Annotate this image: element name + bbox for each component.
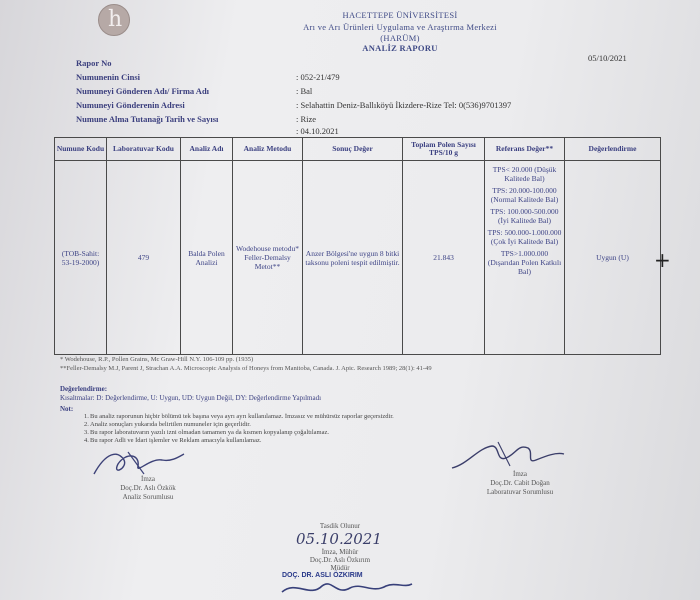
right-signature-label: İmza [513,470,527,478]
approval-sign-label: İmza, Mühür [321,548,359,556]
abbreviations-line: Kısaltmalar: D: Değerlendirme, U: Uygun, UD: Uygun Değil, DY: Değerlendirme Yapılmadı [60,394,322,402]
notes-title: Not: [60,405,74,413]
center-abbr: (HARÜM) [380,33,420,43]
column-header: Laboratuvar Kodu [107,138,181,161]
left-signature-label: İmza [141,475,155,483]
footnote: * Wodehouse, R.P., Pollen Grains, Mc Graw-Hill N.Y. 106-109 pp. (1935) [60,356,254,363]
plus-mark-icon: + [654,248,671,272]
field-value: : Rize [296,114,317,124]
reference-item: TPS< 20.000 (Düşük Kalitede Bal) [492,165,557,183]
results-table [54,137,661,355]
field-value: : 04.10.2021 [296,126,339,136]
column-header: Toplam Polen Sayısı TPS/10 g [403,138,485,161]
analysis-name: Balda Polen Analizi [181,161,233,355]
note-number: 2. [84,421,89,428]
reference-item: TPS: 20.000-100.000 (Normal Kalitede Bal) [490,186,559,204]
reference-item: TPS>1.000.000 (Dışarıdan Polen Katkılı Bal) [487,249,562,276]
right-signer-name: Doç.Dr. Cabit Doğan [490,479,550,487]
field-label: Numuneyi Gönderen Adı/ Firma Adı [76,86,210,96]
approval-label: Tasdik Olunur [319,522,361,530]
director-stamp: DOÇ. DR. ASLI ÖZKIRIM [282,572,363,579]
note-number: 1. [84,413,89,420]
report-date: 05/10/2021 [588,53,627,63]
director-role: Müdür [330,564,350,572]
table-header-row [55,138,661,161]
sample-code: (TOB-Sahit: 53-19-2000) [55,161,107,355]
field-value: : Bal [296,86,313,96]
result-value: Anzer Bölgesi'ne uygun 8 bitki taksonu poleni tespit edilmiştir. [303,161,403,355]
note-item: Bu rapor Adli ve İdari işlemler ve Reklam amacıyla kullanılamaz. [90,437,262,444]
column-header: Analiz Metodu [233,138,303,161]
note-item: Analiz sonuçları yukarıda belirtilen numuneler için geçerlidir. [90,421,251,428]
field-value: : 052-21/479 [296,72,340,82]
director-name: Doç.Dr. Aslı Özkırım [309,556,371,564]
lab-code: 479 [107,161,181,355]
note-number: 4. [84,437,89,444]
field-label: Numuneyi Gönderenin Adresi [76,100,185,110]
left-signer-role: Analiz Sorumlusu [122,493,174,501]
reference-item: TPS: 500.000-1.000.000 (Çok İyi Kalitede Bal) [487,228,562,246]
field-label: Numune Alma Tutanağı Tarih ve Sayısı [76,114,219,124]
total-pollen-count: 21.843 [403,161,485,355]
center-name: Arı ve Arı Ürünleri Uygulama ve Araştırma Merkezi [303,22,497,32]
right-signer-role: Laboratuvar Sorumlusu [486,488,554,496]
right-signature-icon [448,438,568,474]
field-label: Rapor No [76,58,112,68]
column-header: Analiz Adı [181,138,233,161]
report-title: ANALİZ RAPORU [362,43,438,53]
director-signature-icon [276,578,416,600]
table-row [55,161,661,355]
left-signer-name: Doç.Dr. Aslı Özkök [120,484,176,492]
column-header: Değerlendirme [565,138,661,161]
column-header: Referans Değer** [485,138,565,161]
note-number: 3. [84,429,89,436]
field-value: : Selahattin Deniz-Ballıköyü İkizdere-Rize Tel: 0(536)9701397 [296,100,512,110]
note-item: Bu analiz raporunun hiçbir bölümü tek başına veya ayrı ayrı kullanılamaz. İmzasız ve mühürsüz raporlar geçersizdir. [90,413,394,420]
analysis-method: Wodehouse metodu* Feller-Demalsy Metot** [233,161,303,355]
reference-item: TPS: 100.000-500.000 (İyi Kalitede Bal) [490,207,559,225]
column-header: Sonuç Değer [303,138,403,161]
university-logo-icon: h [98,4,130,36]
column-header: Numune Kodu [55,138,107,161]
university-name: HACETTEPE ÜNİVERSİTESİ [342,10,458,20]
approval-date: 05.10.2021 [296,530,382,548]
field-label: Numunenin Cinsi [76,72,141,82]
evaluation-title: Değerlendirme: [60,385,108,393]
evaluation-result: Uygun (U) [565,161,661,355]
reference-values [485,161,565,355]
footnote: **Feller-Demalsy M.J, Parent J, Strachan A.A. Microscopic Analysis of Honeys from Manitoba, Canada. J. Apic. Research 1989; 28(1): 41-49 [60,365,432,372]
note-item: Bu rapor laboratuvarın yazılı izni olmadan tamamen ya da kısmen kopyalanıp çoğaltılamaz. [90,429,329,436]
